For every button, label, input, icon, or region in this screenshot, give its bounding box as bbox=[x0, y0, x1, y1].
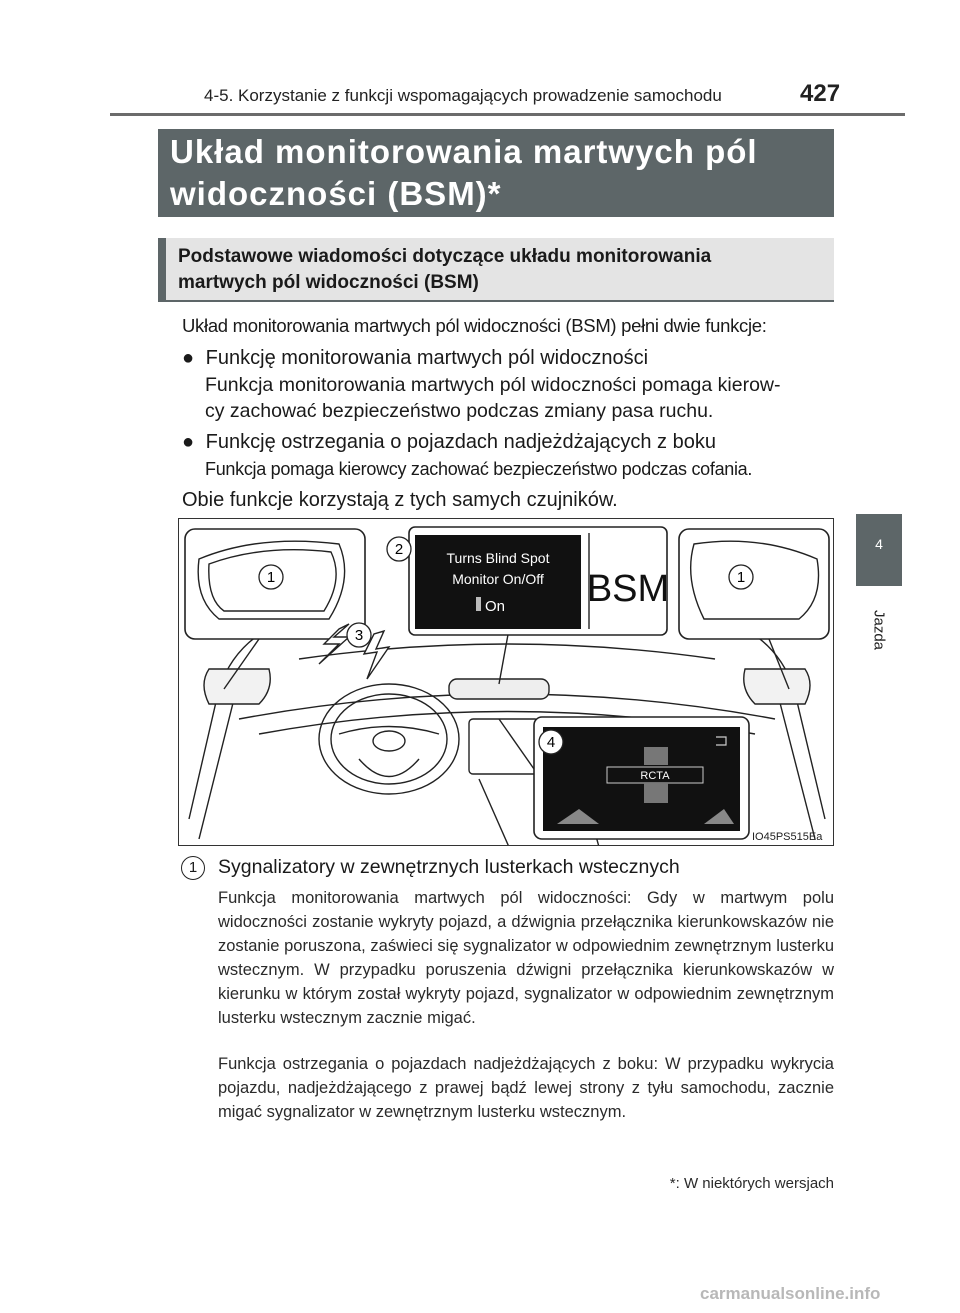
watermark: carmanualsonline.info bbox=[700, 1284, 881, 1303]
legend-number-badge: 1 bbox=[181, 856, 205, 880]
screen-text-line2: Monitor On/Off bbox=[452, 571, 544, 587]
bullet-title: Funkcję ostrzegania o pojazdach nadjeżdżających z boku bbox=[205, 431, 716, 453]
bullet-description-line: Funkcja monitorowania martwych pól widoczności pomaga kierow- bbox=[205, 374, 781, 396]
subsection-title-banner bbox=[158, 238, 834, 302]
page-number: 427 bbox=[800, 80, 841, 107]
paragraph-rcta: Funkcja ostrzegania o pojazdach nadjeżdżających z boku: W przypadku wykrycia pojazdu, nadjeżdżającego z prawej bądź lewej strony z tyłu samochodu, zacznie migać sygnalizator w zewnętrznym lusterku wstecznym. bbox=[218, 1055, 834, 1121]
footnote: *: W niektórych wersjach bbox=[669, 1175, 834, 1192]
rcta-label: RCTA bbox=[640, 770, 670, 782]
sensors-note: Obie funkcje korzystają z tych samych czujników. bbox=[182, 489, 618, 511]
legend-title: Sygnalizatory w zewnętrznych lusterkach wstecznych bbox=[218, 856, 680, 878]
subsection-title-line2: martwych pól widoczności (BSM) bbox=[178, 272, 479, 293]
bullet-description-line: Funkcja pomaga kierowcy zachować bezpieczeństwo podczas cofania. bbox=[205, 459, 753, 479]
chapter-header-title: 4-5. Korzystanie z funkcji wspomagających prowadzenie samochodu bbox=[204, 86, 722, 105]
section-title-line1: Układ monitorowania martwych pól bbox=[170, 133, 758, 170]
screen-text-line1: Turns Blind Spot bbox=[446, 550, 550, 566]
intro-text: Układ monitorowania martwych pól widoczności (BSM) pełni dwie funkcje: bbox=[182, 315, 767, 336]
section-title-line2: widoczności (BSM)* bbox=[170, 175, 502, 212]
bsm-indicator-label: BSM bbox=[586, 568, 670, 610]
bullet-item-rcta bbox=[182, 431, 716, 454]
bullet-title: Funkcję monitorowania martwych pól widoczności bbox=[205, 347, 649, 369]
callout-3: 3 bbox=[354, 627, 364, 644]
section-title-banner bbox=[158, 129, 834, 217]
figure-code: IO45PS515Ea bbox=[752, 831, 823, 843]
bullet-description-line: cy zachować bezpieczeństwo podczas zmiany pasa ruchu. bbox=[205, 400, 714, 422]
chapter-tab[interactable]: 4 bbox=[856, 514, 902, 586]
bullet-icon: ● bbox=[182, 431, 195, 453]
callout-4: 4 bbox=[546, 734, 556, 751]
bullet-item-blind-spot bbox=[182, 347, 648, 370]
chapter-tab-label-text: Jazda bbox=[870, 609, 888, 651]
bullet-icon: ● bbox=[182, 347, 195, 369]
chapter-tab-label bbox=[853, 600, 905, 660]
subsection-title-line1: Podstawowe wiadomości dotyczące układu monitorowania bbox=[178, 246, 712, 267]
callout-1-left: 1 bbox=[266, 569, 276, 586]
header-rule bbox=[110, 113, 905, 116]
paragraph-blind-spot: Funkcja monitorowania martwych pól widoczności: Gdy w martwym polu widoczności zostanie wykryty pojazd, a dźwignia przełącznika kierunkowskazów nie zostanie poruszona, zaświeci się sygnalizator w odpowiednim zewnętrznym lusterku wstecznym. W przypadku poruszenia dźwigni przełącznika kierunkowskazów w kierunku w którym został wykryty pojazd, sygnalizator w odpowiednim zewnętrznym lusterku wstecznym zacznie migać. bbox=[218, 889, 834, 1027]
bsm-illustration bbox=[178, 518, 834, 846]
car-interior-drawing bbox=[179, 519, 834, 846]
screen-text-line3: On bbox=[485, 598, 506, 615]
callout-1-right: 1 bbox=[736, 569, 746, 586]
callout-2: 2 bbox=[394, 541, 404, 558]
